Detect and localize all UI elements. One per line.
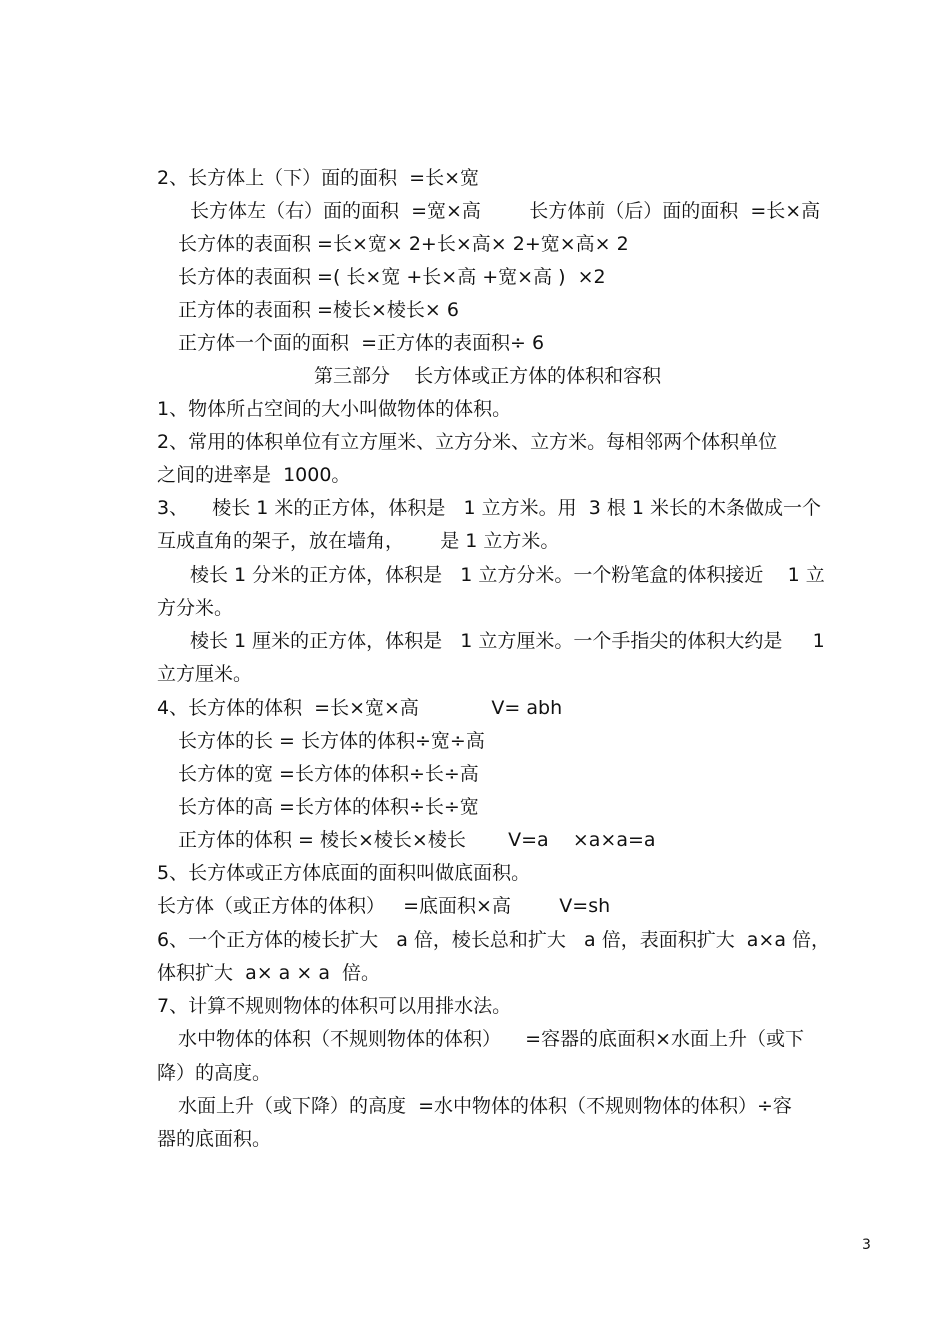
text-line: 方分米。 (157, 597, 234, 619)
text-line: 之间的进率是 1000。 (157, 464, 351, 486)
text-line: 降）的高度。 (157, 1062, 272, 1084)
text-line: 长方体的宽 =长方体的体积÷长÷高 (178, 763, 479, 785)
text-line: 长方体的长 = 长方体的体积÷宽÷高 (178, 730, 485, 752)
text-line: 2、长方体上（下）面的面积 =长×宽 (157, 167, 480, 189)
page-number: 3 (862, 1237, 871, 1253)
text-line: 6、一个正方体的棱长扩大 a 倍，棱长总和扩大 a 倍，表面积扩大 a×a 倍， (157, 929, 831, 951)
text-line: 长方体的表面积 =长×宽× 2+长×高× 2+宽×高× 2 (178, 233, 629, 255)
text-line: 棱长 1 厘米的正方体，体积是 1 立方厘米。一个手指尖的体积大约是 1 (190, 630, 825, 652)
text-line: 互成直角的架子，放在墙角， 是 1 立方米。 (157, 530, 560, 552)
text-line: 5、长方体或正方体底面的面积叫做底面积。 (157, 862, 531, 884)
text-line: 7、计算不规则物体的体积可以用排水法。 (157, 995, 512, 1017)
text-line: 3、 棱长 1 米的正方体，体积是 1 立方米。用 3 根 1 米长的木条做成一个 (157, 497, 822, 519)
text-line: 正方体一个面的面积 =正方体的表面积÷ 6 (178, 332, 545, 354)
text-line: 正方体的体积 = 棱长×棱长×棱长 V=a ×a×a=a (178, 829, 656, 851)
section-heading: 第三部分 长方体或正方体的体积和容积 (314, 365, 662, 387)
text-line: 长方体左（右）面的面积 =宽×高 长方体前（后）面的面积 =长×高 (190, 200, 821, 222)
text-line: 2、常用的体积单位有立方厘米、立方分米、立方米。每相邻两个体积单位 (157, 431, 778, 453)
text-line: 水中物体的体积（不规则物体的体积） =容器的底面积×水面上升（或下 (178, 1028, 804, 1050)
text-line: 水面上升（或下降）的高度 =水中物体的体积（不规则物体的体积）÷容 (178, 1095, 792, 1117)
text-line: 长方体（或正方体的体积） =底面积×高 V=sh (157, 895, 611, 917)
text-line: 正方体的表面积 =棱长×棱长× 6 (178, 299, 459, 321)
text-line: 长方体的高 =长方体的体积÷长÷宽 (178, 796, 479, 818)
text-line: 长方体的表面积 =( 长×宽 +长×高 +宽×高 ) ×2 (178, 266, 606, 288)
text-line: 棱长 1 分米的正方体，体积是 1 立方分米。一个粉笔盒的体积接近 1 立 (190, 564, 825, 586)
text-line: 4、长方体的体积 =长×宽×高 V= abh (157, 697, 563, 719)
text-line: 器的底面积。 (157, 1128, 272, 1150)
text-line: 立方厘米。 (157, 663, 253, 685)
text-line: 体积扩大 a× a × a 倍。 (157, 962, 381, 984)
text-line: 1、物体所占空间的大小叫做物体的体积。 (157, 398, 512, 420)
